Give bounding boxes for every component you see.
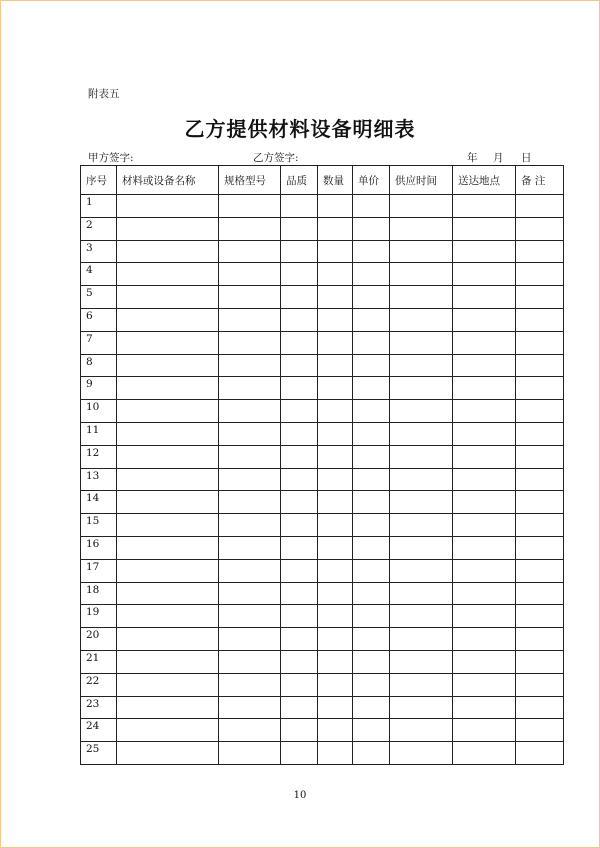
cell-unit-price [353,719,390,742]
cell-quality [281,400,318,423]
cell-name [117,308,219,331]
cell-name [117,673,219,696]
cell-supply-time [390,696,453,719]
cell-quality [281,286,318,309]
row-number: 10 [81,400,117,423]
cell-spec [219,400,281,423]
cell-name [117,331,219,354]
cell-supply-time [390,719,453,742]
cell-quality [281,742,318,765]
cell-remarks [516,628,564,651]
cell-name [117,696,219,719]
page-number: 10 [293,790,307,801]
table-row [81,719,564,742]
row-number: 13 [81,468,117,491]
cell-delivery-place [453,491,516,514]
cell-unit-price [353,559,390,582]
row-number: 24 [81,719,117,742]
cell-supply-time [390,468,453,491]
cell-name [117,628,219,651]
row-number: 15 [81,514,117,537]
cell-unit-price [353,628,390,651]
row-number: 6 [81,308,117,331]
cell-remarks [516,696,564,719]
cell-delivery-place [453,354,516,377]
cell-quality [281,354,318,377]
cell-name [117,422,219,445]
cell-spec [219,673,281,696]
cell-quantity [318,400,353,423]
cell-delivery-place [453,582,516,605]
cell-quality [281,559,318,582]
cell-spec [219,445,281,468]
row-number: 7 [81,331,117,354]
cell-remarks [516,422,564,445]
row-number: 18 [81,582,117,605]
cell-unit-price [353,742,390,765]
cell-unit-price [353,673,390,696]
table-row [81,628,564,651]
cell-quantity [318,514,353,537]
cell-quantity [318,468,353,491]
cell-spec [219,354,281,377]
cell-supply-time [390,673,453,696]
cell-delivery-place [453,400,516,423]
cell-quality [281,445,318,468]
cell-remarks [516,673,564,696]
row-number: 19 [81,605,117,628]
cell-name [117,536,219,559]
cell-remarks [516,582,564,605]
col-header-spec: 规格型号 [219,166,281,195]
cell-quantity [318,422,353,445]
cell-remarks [516,308,564,331]
table-row [81,308,564,331]
cell-delivery-place [453,445,516,468]
cell-unit-price [353,195,390,218]
row-number: 2 [81,217,117,240]
cell-name [117,400,219,423]
cell-spec [219,217,281,240]
cell-name [117,468,219,491]
cell-quantity [318,377,353,400]
cell-unit-price [353,605,390,628]
col-header-name: 材料或设备名称 [117,166,219,195]
cell-quantity [318,650,353,673]
cell-remarks [516,400,564,423]
cell-supply-time [390,742,453,765]
cell-remarks [516,354,564,377]
col-header-quantity: 数量 [318,166,353,195]
cell-name [117,719,219,742]
cell-remarks [516,286,564,309]
cell-quantity [318,582,353,605]
table-row [81,263,564,286]
cell-quality [281,582,318,605]
cell-unit-price [353,331,390,354]
table-row [81,400,564,423]
party-a-signature-label: 甲方签字: [88,152,134,164]
cell-quantity [318,719,353,742]
cell-quality [281,331,318,354]
cell-spec [219,514,281,537]
row-number: 17 [81,559,117,582]
cell-name [117,650,219,673]
cell-remarks [516,536,564,559]
cell-supply-time [390,628,453,651]
row-number: 12 [81,445,117,468]
cell-supply-time [390,536,453,559]
cell-quality [281,696,318,719]
row-number: 1 [81,195,117,218]
row-number: 20 [81,628,117,651]
cell-quality [281,422,318,445]
col-header-supply-time: 供应时间 [390,166,453,195]
cell-delivery-place [453,468,516,491]
col-header-seq: 序号 [81,166,117,195]
row-number: 3 [81,240,117,263]
cell-remarks [516,377,564,400]
table-row [81,559,564,582]
table-header-row [81,166,564,195]
col-header-quality: 品质 [281,166,318,195]
cell-unit-price [353,422,390,445]
cell-quality [281,263,318,286]
cell-supply-time [390,650,453,673]
date-year-label: 年 [467,152,478,164]
cell-spec [219,195,281,218]
cell-quantity [318,559,353,582]
row-number: 4 [81,263,117,286]
cell-spec [219,559,281,582]
cell-unit-price [353,445,390,468]
cell-name [117,514,219,537]
cell-remarks [516,491,564,514]
cell-name [117,559,219,582]
row-number: 22 [81,673,117,696]
table-row [81,582,564,605]
cell-spec [219,331,281,354]
cell-delivery-place [453,719,516,742]
row-number: 11 [81,422,117,445]
cell-supply-time [390,354,453,377]
cell-name [117,582,219,605]
cell-unit-price [353,217,390,240]
table-row [81,240,564,263]
cell-delivery-place [453,673,516,696]
row-number: 8 [81,354,117,377]
cell-delivery-place [453,742,516,765]
cell-delivery-place [453,308,516,331]
table-row [81,536,564,559]
cell-unit-price [353,240,390,263]
cell-unit-price [353,468,390,491]
date-day-label: 日 [521,152,532,164]
cell-unit-price [353,400,390,423]
cell-name [117,445,219,468]
cell-remarks [516,742,564,765]
cell-delivery-place [453,628,516,651]
cell-supply-time [390,286,453,309]
cell-quality [281,491,318,514]
table-row [81,445,564,468]
cell-unit-price [353,696,390,719]
cell-delivery-place [453,605,516,628]
cell-supply-time [390,377,453,400]
cell-delivery-place [453,195,516,218]
row-number: 23 [81,696,117,719]
cell-quality [281,536,318,559]
cell-unit-price [353,377,390,400]
col-header-delivery-place: 送达地点 [453,166,516,195]
cell-name [117,217,219,240]
cell-supply-time [390,217,453,240]
cell-supply-time [390,263,453,286]
cell-unit-price [353,354,390,377]
cell-quality [281,468,318,491]
cell-name [117,286,219,309]
table-row [81,354,564,377]
cell-supply-time [390,582,453,605]
cell-spec [219,628,281,651]
row-number: 16 [81,536,117,559]
cell-supply-time [390,195,453,218]
cell-quality [281,308,318,331]
cell-name [117,491,219,514]
cell-delivery-place [453,331,516,354]
cell-remarks [516,263,564,286]
cell-supply-time [390,491,453,514]
cell-quality [281,195,318,218]
materials-table [80,165,564,765]
cell-spec [219,605,281,628]
cell-quantity [318,742,353,765]
cell-spec [219,650,281,673]
cell-quantity [318,605,353,628]
cell-quality [281,217,318,240]
cell-unit-price [353,308,390,331]
cell-quantity [318,491,353,514]
cell-spec [219,696,281,719]
cell-delivery-place [453,422,516,445]
table-row [81,286,564,309]
cell-quantity [318,354,353,377]
cell-quality [281,650,318,673]
cell-unit-price [353,536,390,559]
cell-unit-price [353,286,390,309]
cell-supply-time [390,605,453,628]
cell-supply-time [390,308,453,331]
cell-delivery-place [453,536,516,559]
cell-name [117,263,219,286]
cell-quantity [318,308,353,331]
table-row [81,514,564,537]
cell-supply-time [390,445,453,468]
table-row [81,422,564,445]
cell-name [117,240,219,263]
cell-spec [219,468,281,491]
cell-unit-price [353,582,390,605]
cell-remarks [516,468,564,491]
cell-supply-time [390,422,453,445]
cell-remarks [516,559,564,582]
cell-quantity [318,195,353,218]
row-number: 21 [81,650,117,673]
cell-name [117,605,219,628]
cell-remarks [516,217,564,240]
cell-quantity [318,628,353,651]
cell-remarks [516,445,564,468]
cell-delivery-place [453,377,516,400]
cell-supply-time [390,559,453,582]
cell-quality [281,605,318,628]
table-row [81,195,564,218]
table-row [81,331,564,354]
cell-spec [219,491,281,514]
cell-delivery-place [453,217,516,240]
cell-name [117,354,219,377]
cell-unit-price [353,263,390,286]
cell-quality [281,514,318,537]
cell-remarks [516,240,564,263]
cell-quantity [318,673,353,696]
cell-quality [281,240,318,263]
row-number: 25 [81,742,117,765]
cell-delivery-place [453,263,516,286]
page-title: 乙方提供材料设备明细表 [184,117,416,141]
cell-supply-time [390,400,453,423]
cell-unit-price [353,514,390,537]
cell-remarks [516,605,564,628]
cell-spec [219,422,281,445]
cell-name [117,742,219,765]
cell-supply-time [390,514,453,537]
cell-remarks [516,514,564,537]
table-row [81,377,564,400]
cell-quantity [318,536,353,559]
cell-remarks [516,650,564,673]
cell-delivery-place [453,514,516,537]
cell-quantity [318,286,353,309]
table-row [81,217,564,240]
cell-supply-time [390,240,453,263]
cell-remarks [516,719,564,742]
table-row [81,605,564,628]
cell-spec [219,582,281,605]
cell-quantity [318,445,353,468]
party-b-signature-label: 乙方签字: [253,152,299,164]
row-number: 9 [81,377,117,400]
cell-quantity [318,696,353,719]
table-row [81,742,564,765]
cell-unit-price [353,491,390,514]
cell-quality [281,673,318,696]
cell-quantity [318,263,353,286]
table-row [81,491,564,514]
table-row [81,696,564,719]
cell-delivery-place [453,559,516,582]
cell-spec [219,286,281,309]
cell-quality [281,377,318,400]
col-header-remarks: 备 注 [516,166,564,195]
date-month-label: 月 [493,152,504,164]
cell-unit-price [353,650,390,673]
cell-quantity [318,331,353,354]
cell-delivery-place [453,286,516,309]
cell-spec [219,240,281,263]
cell-spec [219,308,281,331]
table-row [81,468,564,491]
cell-name [117,195,219,218]
row-number: 5 [81,286,117,309]
cell-delivery-place [453,240,516,263]
cell-supply-time [390,331,453,354]
annex-label: 附表五 [88,88,120,100]
cell-name [117,377,219,400]
cell-quantity [318,217,353,240]
cell-spec [219,263,281,286]
table-row [81,650,564,673]
cell-quantity [318,240,353,263]
cell-spec [219,536,281,559]
cell-quality [281,719,318,742]
cell-spec [219,719,281,742]
cell-delivery-place [453,650,516,673]
cell-remarks [516,331,564,354]
cell-quality [281,628,318,651]
cell-remarks [516,195,564,218]
cell-spec [219,377,281,400]
cell-delivery-place [453,696,516,719]
table-row [81,673,564,696]
row-number: 14 [81,491,117,514]
cell-spec [219,742,281,765]
col-header-unit-price: 单价 [353,166,390,195]
